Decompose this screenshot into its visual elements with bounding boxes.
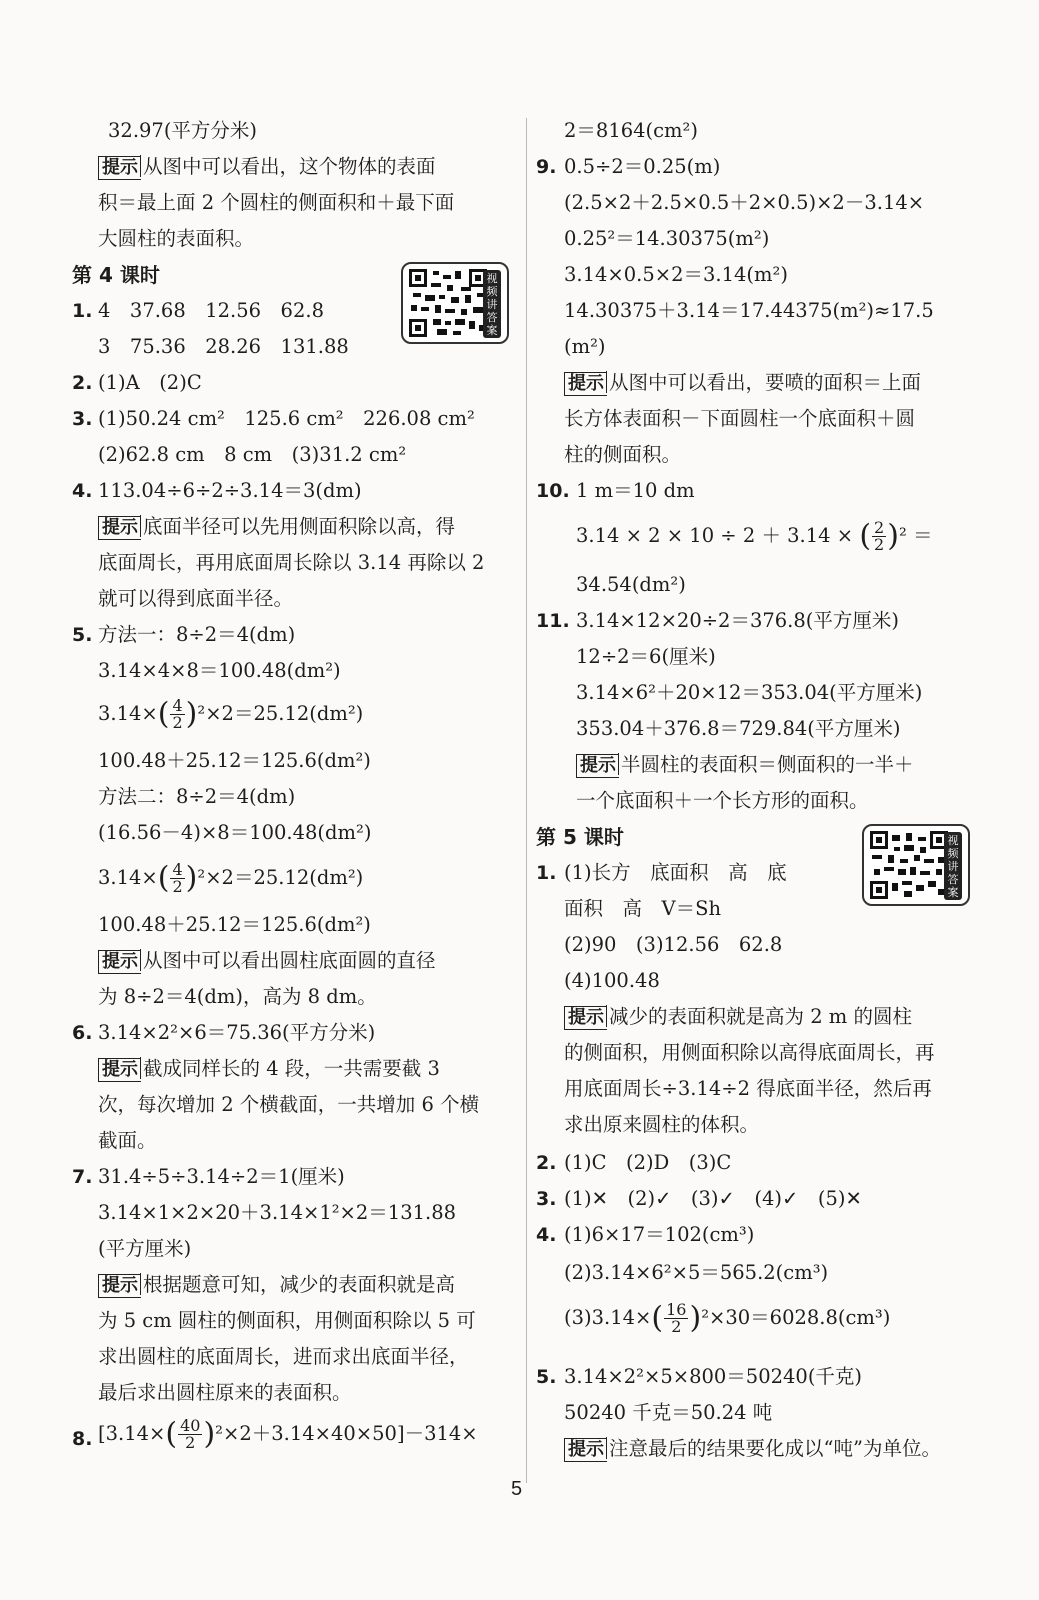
answer-line: (m²) [564, 335, 606, 358]
answer-line: 34.54(dm²) [576, 573, 686, 596]
answer-line: 3.14×4×8＝100.48(dm²) [98, 659, 341, 682]
answer-line: (1)50.24 cm² 125.6 cm² 226.08 cm² [98, 407, 475, 430]
hint-line: 提示 注意最后的结果要化成以“吨”为单位。 [564, 1436, 941, 1462]
answer-line: 3.14×6²＋20×12＝353.04(平方厘米) [576, 681, 923, 704]
question-number: 3. [72, 408, 93, 430]
answer-line: 113.04÷6÷2÷3.14＝3(dm) [98, 479, 362, 502]
answer-line: (1)6×17＝102(cm³) [564, 1223, 755, 1246]
answer-line: 3.14×2²×6＝75.36(平方分米) [98, 1021, 376, 1044]
answer-line: (1)A (2)C [98, 371, 202, 394]
answer-line: 方法二：8÷2＝4(dm) [98, 785, 296, 808]
question-number: 5. [72, 624, 93, 646]
hint-text: 柱的侧面积。 [564, 443, 682, 466]
hint-text: 为 5 cm 圆柱的侧面积，用侧面积除以 5 可 [98, 1309, 476, 1332]
hint-text: 长方体表面积－下面圆柱一个底面积＋圆 [564, 407, 916, 430]
answer-line: 0.5÷2＝0.25(m) [564, 155, 721, 178]
question-number: 3. [536, 1188, 557, 1210]
hint-text: 一个底面积＋一个长方形的面积。 [576, 789, 869, 812]
question-number: 7. [72, 1166, 93, 1188]
lesson-heading: 第 5 课时 [536, 825, 624, 849]
answer-line: 3 75.36 28.26 131.88 [98, 335, 349, 358]
answer-line: 50240 千克＝50.24 吨 [564, 1401, 773, 1424]
answer-line: (2)62.8 cm 8 cm (3)31.2 cm² [98, 443, 407, 466]
question-number: 9. [536, 156, 557, 178]
hint-text: 为 8÷2＝4(dm)，高为 8 dm。 [98, 985, 377, 1008]
hint-line: 提示 半圆柱的表面积＝侧面积的一半＋ [576, 752, 914, 778]
question-number: 1. [536, 862, 557, 884]
hint-text: 底面周长，再用底面周长除以 3.14 再除以 2 [98, 551, 485, 574]
qr-code[interactable] [401, 262, 509, 344]
hint-line: 提示 从图中可以看出圆柱底面圆的直径 [98, 948, 436, 974]
fraction-line: (3)3.14×( $\frac{16}{2}$ )²×30＝6028.8(cm³) [564, 1300, 891, 1336]
question-number: 6. [72, 1022, 93, 1044]
answer-line: (4)100.48 [564, 969, 660, 992]
answer-line: (平方厘米) [98, 1237, 192, 1260]
lesson-heading: 第 4 课时 [72, 263, 160, 287]
answer-line: (2)90 (3)12.56 62.8 [564, 933, 783, 956]
answer-line: 3.14×0.5×2＝3.14(m²) [564, 263, 788, 286]
question-number: 10. [536, 480, 570, 502]
fraction-line: 3.14×( $\frac{4}{2}$ )²×2＝25.12(dm²) [98, 696, 364, 732]
answer-line: 0.25²＝14.30375(m²) [564, 227, 770, 250]
answer-line: 100.48＋25.12＝125.6(dm²) [98, 749, 371, 772]
qr-label: 视频讲答案 [483, 270, 501, 338]
question-number: 2. [536, 1152, 557, 1174]
hint-text: 求出原来圆柱的体积。 [564, 1113, 760, 1136]
answer-line: 方法一：8÷2＝4(dm) [98, 623, 296, 646]
answer-line: (1)C (2)D (3)C [564, 1151, 732, 1174]
answer-line: 12÷2＝6(厘米) [576, 645, 716, 668]
text-line: 积＝最上面 2 个圆柱的侧面积和＋最下面 [98, 191, 455, 214]
answer-line: 353.04＋376.8＝729.84(平方厘米) [576, 717, 901, 740]
answer-line: 3.14×1×2×20＋3.14×1²×2＝131.88 [98, 1201, 457, 1224]
hint-line: 提示 底面半径可以先用侧面积除以高，得 [98, 514, 455, 540]
answer-line: (16.56－4)×8＝100.48(dm²) [98, 821, 372, 844]
question-number: 4. [72, 480, 93, 502]
hint-line: 提示 根据题意可知，减少的表面积就是高 [98, 1272, 455, 1298]
fraction-line: 3.14 × 2 × 10 ÷ 2 ＋ 3.14 × ( $\frac{2}{2}$ )² ＝ [576, 518, 933, 554]
hint-text: 求出圆柱的底面周长，进而求出底面半径， [98, 1345, 469, 1368]
fraction-line: 3.14×( $\frac{4}{2}$ )²×2＝25.12(dm²) [98, 860, 364, 896]
answer-line: 面积 高 V＝Sh [564, 897, 721, 920]
fraction-line: [3.14×( $\frac{40}{2}$ )²×2＋3.14×40×50]－314× [98, 1416, 478, 1452]
answer-line: 4 37.68 12.56 62.8 [98, 299, 324, 322]
answer-line: 31.4÷5÷3.14÷2＝1(厘米) [98, 1165, 345, 1188]
text-line: 大圆柱的表面积。 [98, 227, 255, 250]
column-divider [526, 118, 527, 1483]
answer-line: 100.48＋25.12＝125.6(dm²) [98, 913, 371, 936]
hint-text: 就可以得到底面半径。 [98, 587, 294, 610]
hint-line: 提示 从图中可以看出，这个物体的表面 [98, 154, 436, 180]
text-line: 32.97(平方分米) [108, 119, 258, 142]
qr-code-icon [409, 269, 487, 337]
question-number: 1. [72, 300, 93, 322]
question-number: 2. [72, 372, 93, 394]
answer-line: 2＝8164(cm²) [564, 119, 698, 142]
question-number: 4. [536, 1224, 557, 1246]
hint-label: 提示 [98, 156, 141, 180]
qr-code[interactable] [862, 824, 970, 906]
answer-line: 3.14×2²×5×800＝50240(千克) [564, 1365, 863, 1388]
answer-line: (2.5×2＋2.5×0.5＋2×0.5)×2－3.14× [564, 191, 925, 214]
hint-line: 提示 从图中可以看出，要喷的面积＝上面 [564, 370, 921, 396]
question-number: 5. [536, 1366, 557, 1388]
hint-text: 用底面周长÷3.14÷2 得底面半径，然后再 [564, 1077, 932, 1100]
answer-line: (1)长方 底面积 高 底 [564, 861, 787, 884]
answer-line: 14.30375＋3.14＝17.44375(m²)≈17.5 [564, 299, 934, 322]
qr-code-icon [870, 831, 948, 899]
hint-line: 提示 截成同样长的 4 段，一共需要截 3 [98, 1056, 440, 1082]
answer-line: 3.14×12×20÷2＝376.8(平方厘米) [576, 609, 900, 632]
answer-line: (1)✕ (2)✓ (3)✓ (4)✓ (5)✕ [564, 1187, 862, 1210]
question-number: 8. [72, 1428, 93, 1450]
hint-line: 提示 减少的表面积就是高为 2 m 的圆柱 [564, 1004, 912, 1030]
qr-label: 视频讲答案 [944, 832, 962, 900]
answer-line: 1 m＝10 dm [576, 479, 695, 502]
page-number: 5 [511, 1478, 523, 1500]
hint-text: 最后求出圆柱原来的表面积。 [98, 1381, 352, 1404]
hint-text: 次，每次增加 2 个横截面，一共增加 6 个横 [98, 1093, 480, 1116]
question-number: 11. [536, 610, 570, 632]
answer-line: (2)3.14×6²×5＝565.2(cm³) [564, 1261, 829, 1284]
hint-text: 的侧面积，用侧面积除以高得底面周长，再 [564, 1041, 935, 1064]
hint-text: 截面。 [98, 1129, 157, 1152]
